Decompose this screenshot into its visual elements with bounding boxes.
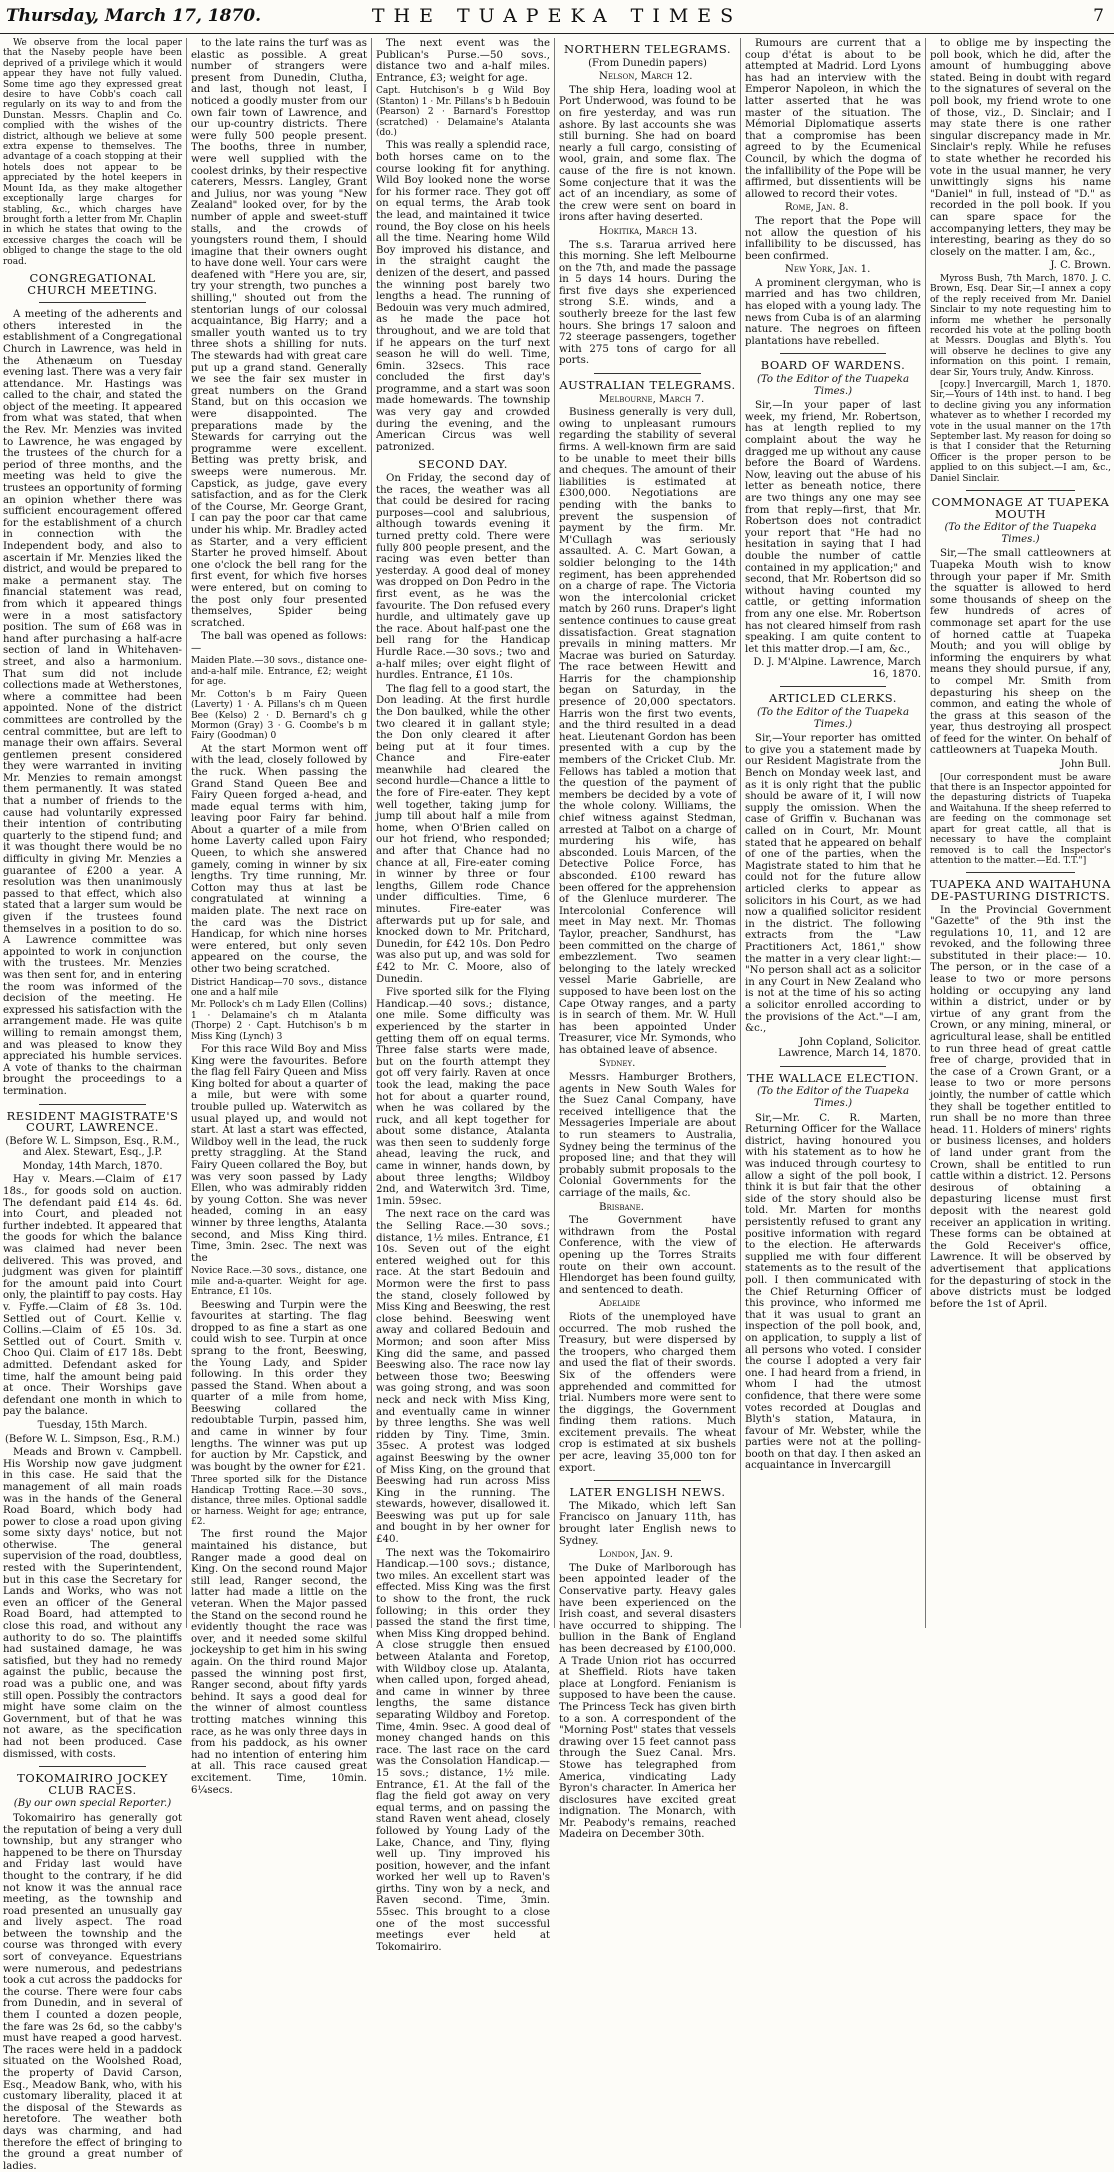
masthead <box>0 0 1114 34</box>
divider <box>39 1766 146 1767</box>
race-heading: Three sported silk for the Distance Handicap Trotting Race.—30 sovs., distance, three miles. Optional saddle or harness. Weight for age; entrance, £2. <box>191 1475 367 1528</box>
article-body: Rumours are current that a coup d'état is about to be attempted at Madrid. Lord Lyons has had an interview with the Emperor Napoleon, in which the latter asserted that he was master of the situation. The Mémorial Diplomatique asserts that a compromise has been agreed to by the Ecumenical Council, by which the dogma of the infallibility of the Pope will be affirmed, but dissentients will be allowed to record their votes. <box>745 38 921 200</box>
source-note: (From Dunedin papers) <box>588 57 707 69</box>
column-divider <box>554 38 555 1628</box>
article-body: The ball was opened as follows:— <box>191 631 367 654</box>
article-heading: AUSTRALIAN TELEGRAMS. <box>559 378 736 393</box>
article-body: On Friday, the second day of the races, the weather was all that could be desired for racing purposes—cool and salubrious, although towards evening it turned pretty cold. There were fully 800 people present, and the racing was even better than yesterday. A good deal of money was dropped on Don Pedro in the first event, as he was the favourite. The Don refused every hurdle, and ultimately gave up the race. About half-past one the bell rang for the Handicap Hurdle Race.—30 sovs.; two and a-half miles; over eight flight of hurdles. Entrance, £1 10s. <box>376 473 550 682</box>
letter-address: (To the Editor of the Tuapeka Times.) <box>944 522 1097 545</box>
letter-body: Sir,—Your reporter has omitted to give you a statement made by our Resident Magistrate from the Bench on Monday week last, and as it is only right that the public should be aware of it, I will now supply the omission. When the case of Griffin v. Buchanan was called on in Court, Mr. Mount stated that he appeared on behalf of one of the parties, when the Magistrate stated to him that he could not for the future allow articled clerks to appear as solicitors in his Court, as we had now a qualified solicitor resident in the district. The following extracts from the "Law Practitioners Act, 1861," show the matter in a very clear light:— "No person shall act as a solicitor in any Court in New Zealand who is not at the time of his so acting a solicitor enrolled according to the provisions of the Act."—I am, &c., <box>745 733 921 1035</box>
letter-heading: COMMONAGE AT TUAPEKA MOUTH <box>931 495 1110 521</box>
letter-signature: D. J. M'Alpine. Lawrence, March 16, 1870. <box>753 657 921 680</box>
article-body: The Government have withdrawn from the Postal Conference, with the view of opening up the Torres Straits route on their own account. Hlendorget has been found guilty, and sentenced to death. <box>559 1215 736 1296</box>
court-date: Monday, 14th March, 1870. <box>22 1160 163 1172</box>
article-body: A prominent clergyman, who is married and has two children, has eloped with a young lady. The news from Cuba is of an alarming nature. The negroes on fifteen plantations have rebelled. <box>745 277 921 347</box>
page-number: 7 <box>1093 6 1104 26</box>
dateline: Hokitika, March 13. <box>599 225 698 237</box>
article-body: This was really a splendid race, both horses came on to the course looking fit for anything. Wild Boy looked none the worse for his former race. They got off on equal terms, the Arab took the lead, and maintained it twice round, the Boy close on his heels all the time. Nearing home Wild Boy improved his distance, and in the straight caught the denizen of the desert, and passed the winning post barely two lengths a head. The running of Bedouin was very much admired, as he made the pace hot throughout, and we are told that if he appears on the turf next season he will do well. Time, 6min. 32secs. This race concluded the first day's programme, and a start was soon made homewards. The township was very gay and crowded during the evening, and the American Circus was well patronized. <box>376 140 550 453</box>
article-heading: TUAPEKA AND WAITAHUNA DE-PASTURING DISTRICTS. <box>930 877 1111 903</box>
article-body: Tokomairiro has generally got the reputation of being a very dull township, but any stranger who happened to be there on Thursday and Friday last would have thought to the contrary, if he did not know it was the annual race meeting, as the township and road presented an unusually gay and lively aspect. The road between the township and the course was thronged with every sort of conveyance. Equestrians were numerous, and pedestrians took a cut across the paddocks for the course. There were four cabs from Dunedin, and in several of them I counted a dozen people, the fare was 2s 6d, so the cabby's must have reaped a good harvest. The races were held in a paddock situated on the Woolshed Road, the property of David Carson, Esq., Meadow Bank, who, with his customary liberality, placed it at the disposal of the Stewards as heretofore. The weather both days was charming, and had therefore the effect of bringing to the ground a great number of ladies. <box>3 1812 182 2172</box>
article-body: The next was the Tokomairiro Handicap.—100 sovs.; distance, two miles. An excellent start was effected. Miss King was the first to show to the front, the ruck following; in this order they passed the stand the first time, when Miss King dropped behind. A close struggle then ensued between Atalanta and Foretop, with Wildboy close up. Atalanta, when called upon, forged ahead, and came in winner by three lengths, the same distance separating Wildboy and Foretop. Time, 4min. 9sec. A good deal of money changed hands on this race. The last race on the card was the Consolation Handicap.—15 sovs.; distance, 1½ mile. Entrance, £1. At the fall of the flag the field got away on very equal terms, and on passing the stand Raven went ahead, closely followed by Young Lady of the Lake, Chance, and Tiny, flying well up. Tiny improved his position, however, and the infant worked her well up to Raven's girths. Tiny won by a neck, and Raven second. Time, 3min. 55sec. This brought to a close one of the most successful meetings ever held at Tokomairiro. <box>376 1547 550 1953</box>
article-body: For this race Wild Boy and Miss King were the favourites. Before the flag fell Fairy Queen and Miss King bolted for about a quarter of a mile, but were with some trouble pulled up. Waterwitch as usual played up, and would not start. At last a start was effected, Wildboy well in the lead, the ruck pretty straggling. At the Stand Fairy Queen collared the Boy, but was very soon passed by Lady Ellen, who was admirably ridden by young Cotton. She was never headed, coming in an easy winner by three lengths, Atalanta second, and Miss King third. Time, 3min. 2sec. The next was the <box>191 1044 367 1264</box>
court-bench: (Before W. L. Simpson, Esq., R.M.) <box>5 1433 180 1445</box>
column-divider <box>925 38 926 1628</box>
article-body: Meads and Brown v. Campbell. His Worship now gave judgment in this case. He said that the management of all main roads was in the hands of the General Road Board, which body had power to close a road upon giving some sixty days' notice, but not otherwise. The general supervision of the road, doubtless, rested with the Superintendent, but in this case the Secretary for Lands and Works, who was not even an officer of the General Road Board, had attempted to close this road, and without any authority to do so. The plaintiffs had sustained damage, he was satisfied, but they had no remedy against the public, because the road was a public one, and was still open. Possibly the contractors might have some claim on the Government, but of that he was not aware, as the specification had not been produced. Case dismissed, with costs. <box>3 1447 182 1760</box>
article-body: Hay v. Mears.—Claim of £17 18s., for goods sold on auction. The defendant paid £14 4s. 6d. into Court, and pleaded not further indebted. It appeared that the goods for which the balance was claimed had never been delivered. This was proved, and judgment was given for plaintiff for the amount paid into Court only, the plaintiff to pay costs. Hay v. Fyffe.—Claim of £8 3s. 10d. Settled out of Court. Kellie v. Collins.—Claim of £5 10s. 3d. Settled out of Court. Smith v. Choo Qui. Claim of £17 18s. Debt admitted. Defendant asked for time, half the amount being paid at once. Their Worships gave defendant one month in which to pay the balance. <box>3 1174 182 1418</box>
column-1 <box>0 38 185 2172</box>
column-3 <box>373 38 553 1953</box>
column-divider <box>740 38 741 1628</box>
letter-body: Sir,—The small cattleowners at Tuapeka Mouth wish to know through your paper if Mr. Smith the squatter is allowed to herd some thousands of sheep on the few hundreds of acres of commonage set apart for the use of horned cattle at Tuapeka Mouth; and you will oblige by informing the enquirers by what means they should pursue, if any, to compel Mr. Smith from depasturing his sheep on the common, and eating the whole of the grass at this season of the year, thus destroying all prospect of feed for the winter. On behalf of cattleowners at Tuapeka Mouth. <box>930 548 1111 757</box>
column-6 <box>927 38 1114 1624</box>
byline: (By our own special Reporter.) <box>13 1798 172 1810</box>
divider <box>780 1066 886 1067</box>
race-heading: District Handicap—70 sovs., distance one and a half mile <box>191 977 367 998</box>
article-body: The ship Hera, loading wool at Port Underwood, was found to be on fire yesterday, and was run ashore. By last accounts she was still burning. She had on board nearly a full cargo, consisting of wool, grain, and some flax. The cause of the fire is not known. Some conjecture that it was the act of an incendiary, as some of the crew were sent on board in irons after having deserted. <box>559 84 736 224</box>
divider <box>780 686 886 687</box>
article-heading: CONGREGATIONAL CHURCH MEETING. <box>27 270 158 297</box>
article-body: The Mikado, which left San Francisco on January 11th, has brought later English news to Sydney. <box>559 1500 736 1547</box>
divider <box>594 1480 700 1481</box>
divider <box>780 353 886 354</box>
article-body: The flag fell to a good start, the Don leading. At the first hurdle the Don baulked, while the other two cleared it in gallant style; the Don only cleared it after being put at it four times. Chance and Fire-eater meanwhile had cleared the second hurdle—Chance a little to the fore of Fire-eater. They kept well together, taking jump for jump till about half a mile from home, when O'Brien called on our hot friend, who responded; and after that Chance had no chance at all, Fire-eater coming in winner by three or four lengths, Gillem rode Chance under difficulties. Time, 6 minutes. Fire-eater was afterwards put up for sale, and knocked down to Mr. Pritchard, Dunedin, for £42 10s. Don Pedro was also put up, and was sold for £42 to Mr. C. Moore, also of Dunedin. <box>376 683 550 985</box>
race-entries: Mr. Pollock's ch m Lady Ellen (Collins) 1 · Delamaine's ch m Atalanta (Thorpe) 2 · Capt. Hutchison's b m Miss King (Lynch) 3 <box>191 1000 367 1042</box>
race-heading: Maiden Plate.—30 sovs., distance one-and-a-half mile. Entrance, £2; weight for age. <box>191 656 367 688</box>
article-body: Riots of the unemployed have occurred. The mob rushed the Treasury, but were dispersed by the troopers, who charged them and used the flat of their swords. Six of the offenders were apprehended and committed for trial. Numbers more were sent to the diggings, the Government finding them rations. Much excitement prevails. The wheat crop is estimated at six bushels per acre, leaving 35,000 ton for export. <box>559 1311 736 1474</box>
article-body: The Duke of Marlborough has been appointed leader of the Conservative party. Heavy gales have been experienced on the Irish coast, and several disasters have occurred to shipping. The bullion in the Bank of England has been decreased by £100,000. A Trade Union riot has occurred at Sheffield. Riots have taken place at Longford. Fenianism is supposed to have been the cause. The Princess Teck has given birth to a son. A correspondent of the "Morning Post" states that vessels drawing over 15 feet cannot pass through the Suez Canal. Mrs. Stowe has telegraphed from America, vindicating Lady Byron's character. In America her disclosures have excited great indignation. The Monarch, with Mr. Peabody's remains, reached Madeira on December 30th. <box>559 1562 736 1841</box>
section-heading: SECOND DAY. <box>418 457 508 472</box>
letter-heading: THE WALLACE ELECTION. <box>746 1070 920 1085</box>
article-body: The report that the Pope will not allow the question of his infallibility to be discussed, has been confirmed. <box>745 215 921 262</box>
dateline: Melbourne, March 7. <box>599 393 705 405</box>
column-4 <box>556 38 739 1841</box>
article-body: to the late rains the turf was as elastic as possible. A great number of strangers were present from Dunedin, Clutha, and last, though not least, I noticed a goodly muster from our own fair town of Lawrence, and our up-country districts. There were fully 500 people present. The booths, three in number, were well supplied with the coolest drinks, by their respective caterers, Messrs. Langley, Grant and Julius, nor was young "New Zealand" looked over, for by the number of apple and sweet-stuff stalls, and the crowds of youngsters round them, I should imagine that their owners ought to have done well. Your cars were deafened with "Here you are, sir, try your strength, two punches a shilling," shouted out from the stentorian lungs of our colossal acquaintance, Big Harry; and a smaller youth wanted us to try three shots a shilling for nuts. The stewards had with great care put up a grand stand. Generally we see the fair sex muster in great numbers on the Grand Stand, but on this occasion we were disappointed. The preparations made by the Stewards for carrying out the programme were excellent. Betting was pretty brisk, and sweeps were numerous. Mr. Capstick, as judge, gave every satisfaction, and as for the Clerk of the Course, Mr. George Grant, I can pay the poor car that came under his whip. Mr. Bradley acted as Starter, and a very efficient Starter he proved himself. About one o'clock the bell rang for the first event, for which five horses were entered, but on coming to the post only four presented themselves, Spider being scratched. <box>191 38 367 629</box>
article-body: The next race on the card was the Selling Race.—30 sovs.; distance, 1½ miles. Entrance, £1 10s. Seven out of the eight entered weighed out for this race. At the start Bedouin and Mormon were the first to pass the stand, closely followed by Miss King and Beeswing, the rest close behind. Beeswing went away and collared Bedouin and Mormon; and soon after Miss King did the same, and passed Beeswing also. The race now lay between those two; Beeswing was going strong, and was soon neck and neck with Miss King, and eventually came in winner by three lengths. She was well ridden by Tiny. Time, 3min. 35sec. A protest was lodged against Beeswing by the owner of Miss King, on the ground that Beeswing had run across Miss King in the running. The stewards, however, disallowed it. Beeswing was put up for sale and bought in by her owner for £40. <box>376 1209 550 1546</box>
article-body: Business generally is very dull, owing to unpleasant rumours regarding the stability of several firms. A well-known firm are said to be unable to meet their bills and cheques. The amount of their liabilities is estimated at £300,000. Negotiations are pending with the banks to prevent the suspension of payment by the firm. Mr. M'Cullagh was seriously assaulted. A. C. Mart Gowan, a soldier belonging to the 14th regiment, has been apprehended on a charge of rape. The Victoria won the intercolonial cricket match by 260 runs. Draper's light sentence continues to cause great dissatisfaction. Great stagnation prevails in mining matters. Mr Macrae was buried on Saturday. The race between Hewitt and Harris for the championship began on Saturday, in the presence of 20,000 spectators. Harris won the first two events, and the third resulted in a dead heat. Lieutenant Gordon has been presented with a cup by the members of the Cricket Club. Mr. Fellows has tabled a motion that the question of the payment of members be decided by a vote of the whole colony. Williams, the chief witness against Stedman, arrested at Talbot on a charge of murdering his wife, has absconded. Louis Marcen, of the Detective Police Force, has absconded. £100 reward has been offered for the apprehension of the Glenluce murderer. The Intercolonial Conference will meet in May next. Mr. Thomas Taylor, preacher, Sandhurst, has been committed on the charge of embezzlement. Two seamen belonging to the lately wrecked vessel Marie Gabrielle, are supposed to have been lost on the Cape Otway ranges, and a party is in search of them. Mr. W. Hull has been appointed Under Treasurer, vice Mr. Symonds, who has obtained leave of absence. <box>559 407 736 1056</box>
article-body: Five sported silk for the Flying Handicap.—40 sovs.; distance, one mile. Some difficulty was experienced by the starter in getting them off on equal terms. Three false starts were made, but on the fourth attempt they got off very fairly. Raven at once took the lead, making the pace hot for about a quarter round, when he was collared by the ruck, and all kept together for about some distance, Atalanta was then seen to suddenly forge ahead, leaving the ruck, and came in winner, hands down, by about three lengths; Wildboy 2nd, and Waterwitch 3rd. Time, 1min. 59sec. <box>376 987 550 1207</box>
article-heading: NORTHERN TELEGRAMS. <box>563 42 732 56</box>
letter-body: Sir,—In your paper of last week, my friend, Mr. Robertson, has at length replied to my complaint about the way he dragged me up without any cause before the Board of Wardens. Now, leaving out the abuse of his letter as beneath notice, there are two things any one may see from that reply—first, that Mr. Robertson does not contradict your report that "He had no hesitation in saying that I had double the number of cattle contained in my application;" and second, that Mr. Robertson did so without having counted my cattle, or getting information from any one else. Mr. Robertson has not cleared himself from rash speaking. I am quite content to let this matter drop.—I am, &c., <box>745 400 921 655</box>
court-bench: (Before W. L. Simpson, Esq., R.M., and Alex. Stewart, Esq., J.P. <box>5 1135 180 1159</box>
article-heading: TOKOMAIRIRO JOCKEY CLUB RACES. <box>17 1771 168 1797</box>
article-body: Beeswing and Turpin were the favourites at starting. The flag dropped to as fine a start as one could wish to see. Turpin at once sprang to the front, Beeswing, the Young Lady, and Spider following. In this order they passed the Stand. When about a quarter of a mile from home, Beeswing collared the redoubtable Turpin, passed him, and came in winner by four lengths. The winner was put up for auction by Mr. Capstick, and was bought by the owner for £21. <box>191 1299 367 1473</box>
article-body: In the Provincial Government "Gazette" of the 9th inst the regulations 10, 11, and 12 are revoked, and the following three substituted in their place:— 10. The person, or in the case of a lease to two or more persons holding or occupying any land within a district, under or by virtue of any grant from the Crown, or any mining, mineral, or agricultural lease, shall be entitled to run three head of great cattle free of charge, provided that in the case of a Crown Grant, or a lease to two or more persons jointly, the number of cattle which they shall be together entitled to run shall be no more than three head. 11. Holders of miners' rights or business licenses, and holders of land under grant from the Crown, shall be entitled to run cattle within a district. 12. Persons desirous of obtaining a depasturing license must first deposit with the nearest gold receiver an application in writing. These forms can be obtained at the Gold Receiver's office, Lawrence. It will be observed by advertisement that applications for the depasturing of stock in the above districts must be lodged before the 1st of April. <box>930 904 1111 1310</box>
letter-heading: BOARD OF WARDENS. <box>760 358 906 373</box>
divider <box>39 302 146 303</box>
divider <box>966 872 1075 873</box>
article-body: A meeting of the adherents and others interested in the establishment of a Congregational Church in Lawrence, was held in the Athenæum on Tuesday evening last. There was a very fair attendance. Mr. Hastings was called to the chair, and stated the object of the meeting. It appeared from what was stated, that when the Rev. Mr. Menzies was invited to Lawrence, he was engaged by the trustees of the church for a period of three months, and the meeting was held to give the trustees an opportunity of forming an opinion whether there was sufficient encouragement offered for the establishment of a church in connection with the Independent body, and also to ascertain if Mr. Menzies liked the district, and would be prepared to make a permanent stay. The financial statement was read, from which it appeared things were in a most satisfactory position. The sum of £68 was in hand after purchasing a half-acre section of land in Whitehaven-street, and also a harmonium. That sum did not include collections made at Wetherstones, where a committee had been appointed. None of the district committees are controlled by the central committee, but are left to manage their own affairs. Several gentlemen present considered they were warranted in inviting Mr. Menzies to remain amongst them permanently. It was stated that a number of friends to the cause had voluntarily expressed their intention of contributing quarterly to the stipend fund; and it was thought there would be no difficulty in giving Mr. Menzies a guarantee of £200 a year. A resolution was then unanimously passed to that effect, which also stated that a larger sum would be given if the trustees found themselves in a position to do so. A Lawrence committee was appointed to work in conjunction with the trustees. Mr. Menzies was then sent for, and in entering the room was informed of the decision of the meeting. He expressed his satisfaction with the arrangement made. He was quite willing to remain amongst them, and was pleased to know they appreciated his humble services. A vote of thanks to the chairman brought the proceedings to a termination. <box>3 309 182 1097</box>
letter-address: (To the Editor of the Tuapeka Times.) <box>756 1086 910 1110</box>
enclosed-letter: [copy.] Invercargill, March 1, 1870. Sir,—Yours of 14th inst. to hand. I beg to decline giving you any information whatever as to whether I recorded my vote in the usual manner on the 17th September last. My reason for doing so is that I consider that the Returning Officer is the proper person to be applied to on this subject.—I am, &c., Daniel Sinclair. <box>930 379 1111 484</box>
letter-address: (To the Editor of the Tuapeka Times.) <box>756 707 910 730</box>
dateline: Sydney. <box>599 1058 636 1070</box>
letter-signature: John Bull. <box>1060 759 1111 771</box>
letter-heading: ARTICLED CLERKS. <box>769 691 897 706</box>
dateline: Adelaide <box>599 1298 641 1310</box>
letter-address: (To the Editor of the Tuapeka Times.) <box>756 374 910 397</box>
dateline: Brisbane. <box>599 1201 644 1213</box>
article-body: The next event was the Publican's Purse.—50 sovs., distance two and a-half miles. Entrance, £3; weight for age. <box>376 38 550 84</box>
court-date: Tuesday, 15th March. <box>37 1419 148 1431</box>
divider <box>966 490 1075 491</box>
dateline: New York, Jan. 1. <box>785 264 871 276</box>
article-heading: RESIDENT MAGISTRATE'S COURT, LAWRENCE. <box>6 1108 179 1135</box>
race-entries: Capt. Hutchison's b g Wild Boy (Stanton) 1 · Mr. Pillans's b h Bedouin (Pearson) 2 · Barnard's Foresttop (scratched) · Delamaine's Atalanta (do.) <box>376 86 550 138</box>
column-divider <box>186 38 187 1628</box>
letter-body: Sir,—Mr. C. R. Marten, Returning Officer for the Wallace district, having honoured you with his statement as to how he was induced through courtesy to allow a sight of the poll book, I think it is but fair that the other side of the story should also be told. Mr. Marten for months persistently refused to grant any positive information with regard to the election. He afterwards supplied me with four different statements as to the result of the poll. I then communicated with the Chief Returning Officer of this province, who informed me that it was usual to grant an inspection of the poll book, and, on application, to supply a list of all persons who voted. I consider the course I adopted a very fair one. I had heard from a friend, in whom I had the utmost confidence, that there were some votes recorded at Douglas and Blyth's station, Mataura, in favour of Mr. Webster, while the parties were not at the polling-booth on that day. I then asked an acquaintance in Invercargill <box>745 1112 921 1472</box>
newspaper-title: THE TUAPEKA TIMES <box>371 5 743 27</box>
race-heading: Novice Race.—30 sovs., distance, one mile and-a-quarter. Weight for age. Entrance, £1 10s. <box>191 1266 367 1298</box>
issue-date: Thursday, March 17, 1870. <box>6 6 262 26</box>
article-body: The s.s. Tararua arrived here this morning. She left Melbourne on the 7th, and made the passage in 5 days 14 hours. During the first five days she experienced strong S.E. winds, and a southerly breeze for the last few hours. She brings 17 saloon and 72 steerage passengers, together with 275 tons of cargo for all ports. <box>559 239 736 367</box>
letter-body: to oblige me by inspecting the poll book, which he did, after the amount of humbugging above stated. Being in doubt with regard to the signatures of several on the poll book, my friend wrote to one of those, viz., D. Sinclair; and I may state there is one rather singular discrepancy made in Mr. Sinclair's reply. While he refuses to state whether he recorded his vote in the usual manner, he very unwittingly signs his name "Daniel" in full, instead of "D." as recorded in the poll book. If you can spare space for the accompanying letters, they may be interesting, bearing as they do so closely on the matter. I am, &c., <box>930 38 1111 258</box>
editor-note: [Our correspondent must be aware that there is an Inspector appointed for the depasturing districts of Tuapeka and Waitahuna. If the sheep referred to are feeding on the commonage set apart for great cattle, all that is necessary to have the complaint removed is to call the Inspector's attention to the matter.—Ed. T.T."] <box>930 772 1111 866</box>
enclosed-letter: Myross Bush, 7th March, 1870. J. C. Brown, Esq. Dear Sir,—I annex a copy of the reply received from Mr. Daniel Sinclair to my note requesting him to inform me whether he personally recorded his vote at the polling booth at Messrs. Douglas and Blyth's. You will observe he declines to give any information on this point. I remain, dear Sir, Yours truly, Andw. Kinross. <box>930 273 1111 378</box>
article-body: The first round the Major maintained his distance, but Ranger made a good deal on King. On the second round Major still lead, Ranger second, the latter had made a little on the veteran. When the Major passed the Stand on the second round he evidently thought the race was over, and it needed some skilful jockeyship to get him in his swing again. On the third round Major passed the winning post first, Ranger second, about fifty yards behind. It says a good deal for the winner of almost countless trotting matches winning this race, as he was only three days in from his paddock, as his owner had no intention of entering him at all. This race caused great excitement. Time, 10min. 6¼secs. <box>191 1529 367 1796</box>
divider <box>594 373 700 374</box>
dateline: Rome, Jan. 8. <box>785 202 849 214</box>
column-2 <box>188 38 370 1796</box>
dateline: London, Jan. 9. <box>599 1549 674 1561</box>
column-5 <box>742 38 924 1624</box>
divider <box>39 1104 146 1105</box>
letter-signature: J. C. Brown. <box>1050 260 1111 272</box>
naseby-note: We observe from the local paper that the Naseby people have been deprived of a privilege which it would appear they have not fully valued. Some time ago they expressed great desire to have Cobb's coach call regularly on its way to and from the Dunstan. Messrs. Chaplin and Co. complied with the wishes of the district, although we believe at some extra expense to themselves. The advantage of a coach stopping at their hotels does not appear to be appreciated by the hotel keepers in Mount Ida, as they make altogether exceptionally large charges for stabling, &c., which charges have brought forth a letter from Mr. Chaplin in which he states that owing to the excessive charges the coach will be obliged to change the stage to the old road. <box>3 38 182 267</box>
column-divider <box>371 38 372 1628</box>
article-heading: LATER ENGLISH NEWS. <box>569 1485 726 1500</box>
article-body: At the start Mormon went off with the lead, closely followed by the ruck. When passing the Grand Stand Queen Bee and Fairy Queen forged a-head, and made equal terms with him, leaving poor Fairy far behind. About a quarter of a mile from home Laverty called upon Fairy Queen, to which she answered gamely, coming in winner by six lengths. Try time running, Mr. Cotton may thus at last be congratulated at winning a maiden plate. The next race on the card was the District Handicap, for which nine horses were entered, but only seven appeared on the course, the other two being scratched. <box>191 743 367 975</box>
article-body: Messrs. Hamburger Brothers, agents in New South Wales for the Suez Canal Company, have received intelligence that the Messageries Imperiale are about to run steamers to Australia, Sydney being the terminus of the proposed line; and that they will probably submit proposals to the Colonial Governments for the carriage of the mails, &c. <box>559 1072 736 1199</box>
race-entries: Mr. Cotton's b m Fairy Queen (Laverty) 1 · A. Pillans's ch m Queen Bee (Kelso) 2 · D. Bernard's ch g Mormon (Gray) 3 · G. Coombe's b m Fairy (Goodman) 0 <box>191 689 367 742</box>
letter-signature: John Copland, Solicitor. Lawrence, March 14, 1870. <box>778 1036 921 1060</box>
dateline: Nelson, March 12. <box>599 71 693 83</box>
